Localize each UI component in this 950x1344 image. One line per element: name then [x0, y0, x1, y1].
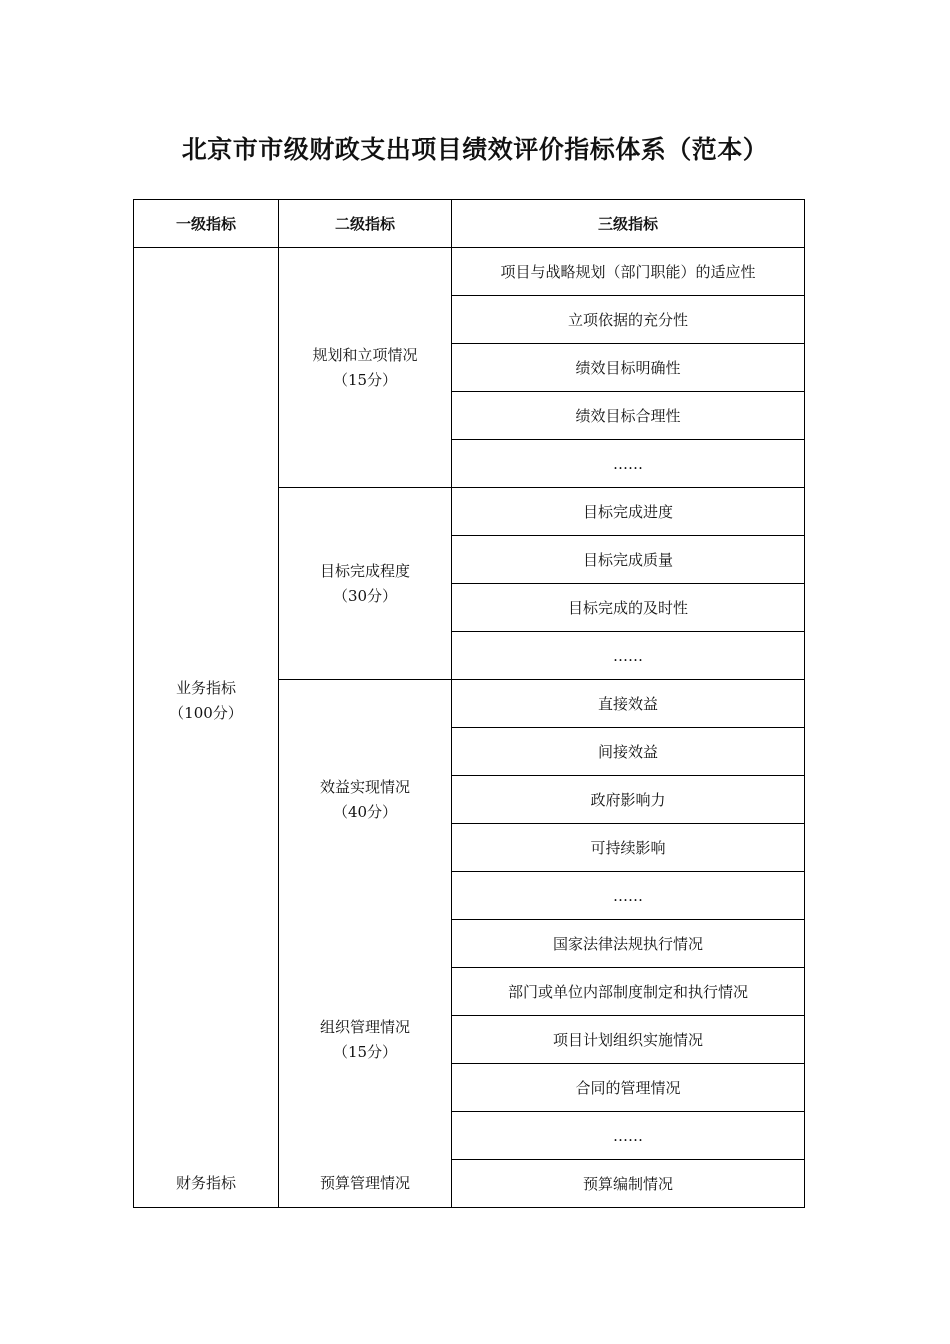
level2-budget-name: 预算管理情况 [319, 1173, 410, 1192]
level1-finance-cell [134, 1160, 279, 1208]
level3-item: 可持续影响 [452, 824, 805, 872]
level3-item: 目标完成进度 [452, 488, 805, 536]
header-level2: 二级指标 [279, 200, 452, 248]
level3-item: …… [452, 1112, 805, 1160]
level3-item: 间接效益 [452, 728, 805, 776]
level2-target-score: （30分） [332, 586, 398, 605]
level3-item: 合同的管理情况 [452, 1064, 805, 1112]
header-level3: 三级指标 [452, 200, 805, 248]
level3-item: …… [452, 872, 805, 920]
level2-benefit-score: （40分） [332, 803, 398, 821]
level3-item: 政府影响力 [452, 776, 805, 824]
header-level1: 一级指标 [134, 200, 279, 248]
level3-item: …… [452, 632, 805, 680]
level2-management-name: 组织管理情况 [319, 1018, 410, 1036]
level3-item: 绩效目标合理性 [452, 392, 805, 440]
level3-item: 目标完成的及时性 [452, 584, 805, 632]
table-row [134, 1160, 805, 1208]
level3-item: 直接效益 [452, 680, 805, 728]
level3-item: 部门或单位内部制度制定和执行情况 [452, 968, 805, 1016]
level3-item: 立项依据的充分性 [452, 296, 805, 344]
level2-benefit-management-cell [279, 680, 452, 1160]
level2-planning-cell [279, 248, 452, 488]
table-row [134, 248, 805, 296]
page-title: 北京市市级财政支出项目绩效评价指标体系（范本） [181, 135, 769, 164]
level3-item: 国家法律法规执行情况 [452, 920, 805, 968]
level3-item: …… [452, 440, 805, 488]
level3-item: 项目与战略规划（部门职能）的适应性 [452, 248, 805, 296]
level3-item: 目标完成质量 [452, 536, 805, 584]
level1-finance-name: 财务指标 [175, 1173, 236, 1192]
level1-business-name: 业务指标 [175, 679, 236, 697]
level2-target-cell [279, 488, 452, 680]
level3-item: 绩效目标明确性 [452, 344, 805, 392]
level2-budget-cell [279, 1160, 452, 1208]
indicator-table [133, 199, 805, 1208]
level2-planning-score: （15分） [332, 370, 398, 389]
level1-business-score: （100分） [169, 704, 243, 722]
header-row [134, 200, 805, 248]
level3-item: 项目计划组织实施情况 [452, 1016, 805, 1064]
level2-management-score: （15分） [332, 1043, 398, 1061]
level2-target-name: 目标完成程度 [319, 561, 410, 580]
level2-planning-name: 规划和立项情况 [312, 345, 418, 364]
level3-item: 预算编制情况 [452, 1160, 805, 1208]
level2-benefit-name: 效益实现情况 [319, 778, 410, 796]
level1-business-cell [134, 248, 279, 1160]
